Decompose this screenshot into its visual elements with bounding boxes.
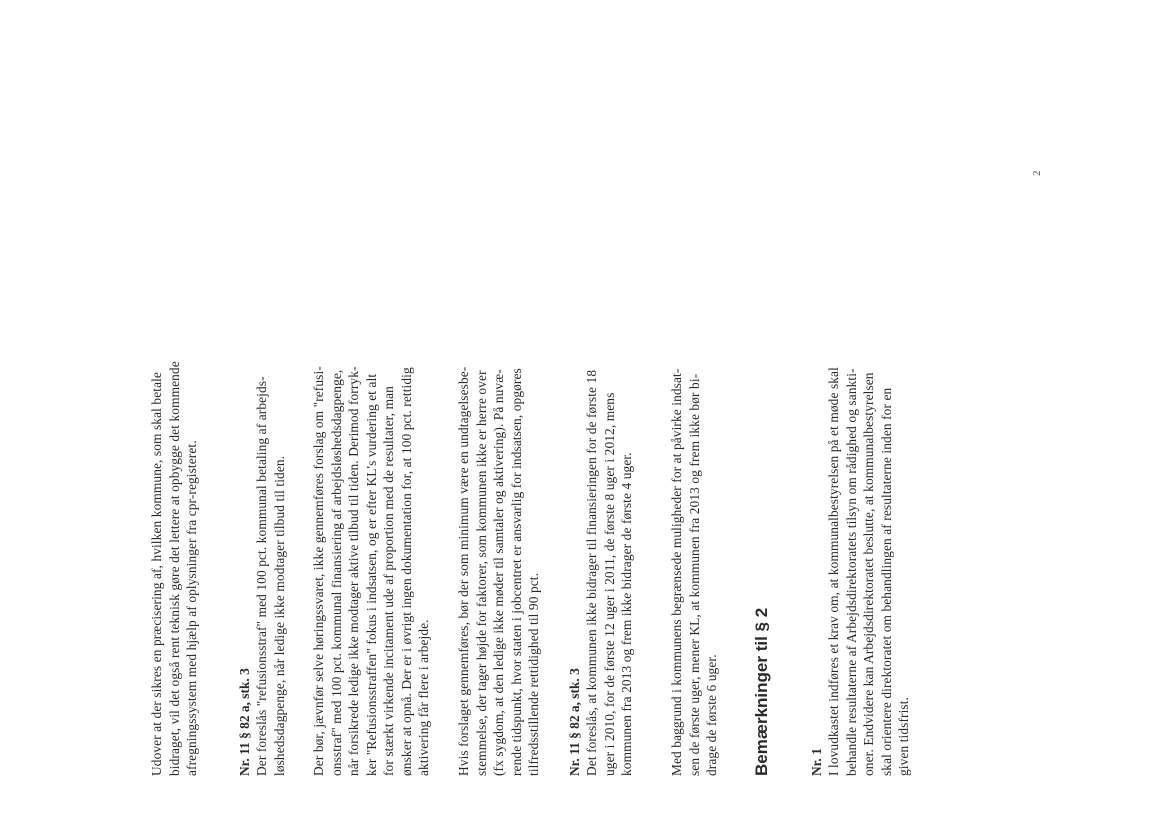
text-line: (fx sygdom, at den ledige ikke møder til samtaler og aktivering). På nuvæ- [491,369,506,776]
paragraph-text [253,216,288,776]
text-line: given tidsfrist. [896,697,911,776]
heading-nr-11-b [566,216,584,776]
rotated-document-page [148,216,911,776]
heading-text: Nr. 1 [809,748,824,776]
page-number: 2 [1031,170,1043,176]
paragraph-horingssvar [310,216,433,776]
text-line: kommunen fra 2013 og frem ikke bidrager de første 4 uger. [619,452,634,776]
text-line: Hvis forslaget gennemføres, bør der som minimum være en undtagelsesbe- [456,366,471,776]
paragraph-text [148,216,201,776]
text-line: Der bør, jævnfør selve høringssvaret, ikke gennemføres forslag om "refusi- [311,366,326,776]
heading-nr-1 [808,216,826,776]
text-line: oner. Endvidere kan Arbejdsdirektoratet beslutte, at kommunalbestyrelsen [861,372,876,776]
paragraph-text [310,216,433,776]
heading-text: Nr. 11 § 82 a, stk. 3 [567,668,582,776]
text-line: behandle resultaterne af Arbejdsdirektoratets tilsyn om rådighed og sankti- [843,368,859,776]
text-line: uger i 2010, for de første 12 uger i 2011, de første 8 uger i 2012, mens [601,392,617,776]
heading-nr-11-a [236,216,254,776]
text-line: for stærkt virkende incitament ude af proportion med de resultater, man [381,386,396,776]
text-line: drage de første 6 uger. [704,654,719,776]
text-line: Det foreslås, at kommunen ikke bidrager til finansieringen for de første 18 [584,369,599,776]
text-line: ker "Refusionsstraffen" fokus i indsatsen, og er efter KL's vurdering et alt [363,373,379,776]
paragraph-finansiering [583,216,636,776]
section-heading-bemaerkninger [752,216,772,776]
section-title: Bemærkninger til § 2 [752,607,771,776]
text-line: I lovudkastet indføres et krav om, at kommunalbestyrelsen på et møde skal [826,367,841,776]
text-line: skal orientere direktoratet om behandlingen af resultaterne inden for en [878,387,894,776]
paragraph-text [825,216,913,776]
paragraph-text [583,216,636,776]
text-line: sen de første uger, mener KL, at kommunen fra 2013 og frem ikke bør bi- [686,373,702,776]
text-line: aktivering får flere i arbejde. [416,619,431,776]
text-line: Udover at der sikres en præcisering af, hvilken kommune, som skal betale [149,372,164,776]
paragraph-lovudkast [825,216,913,776]
text-line: onsstraf" med 100 pct. kommunal finansiering af arbejdsløshedsdagpenge, [328,369,344,776]
paragraph-refusionsstraf [253,216,288,776]
paragraph-text [455,216,543,776]
paragraph-baggrund [668,216,721,776]
heading-text: Nr. 11 § 82 a, stk. 3 [237,668,252,776]
text-line: når forsikrede ledige ikke modtager aktive tilbud til tiden. Derimod forryk- [346,366,361,776]
text-line: Der foreslås "refusionsstraf" med 100 pct. kommunal betaling af arbejds- [254,376,269,776]
text-line: bidraget, vil det også rent teknisk gøre det lettere at opbygge det kommende [166,361,182,776]
text-line: afregningssystem med hjælp af oplysninger fra cpr-registeret. [184,440,199,776]
text-line: tilfredsstillende rettidighed til 90 pct. [526,572,541,776]
paragraph-text [668,216,721,776]
text-line: rende tidspunkt, hvor staten i jobcentret er ansvarlig for indsatsen, opgøres [508,368,524,776]
text-line: ønsker at opnå. Der er i øvrigt ingen dokumentation for, at 100 pct. rettidig [398,367,414,776]
text-line: stemmelse, der tager højde for faktorer, som kommunen ikke er herre over [473,370,489,776]
paragraph-intro [148,216,201,776]
paragraph-undtagelse [455,216,543,776]
text-line: Med baggrund i kommunens begrænsede muligheder for at påvirke indsat- [669,368,684,776]
text-line: løshedsdagpenge, når ledige ikke modtager tilbud til tiden. [271,455,287,776]
